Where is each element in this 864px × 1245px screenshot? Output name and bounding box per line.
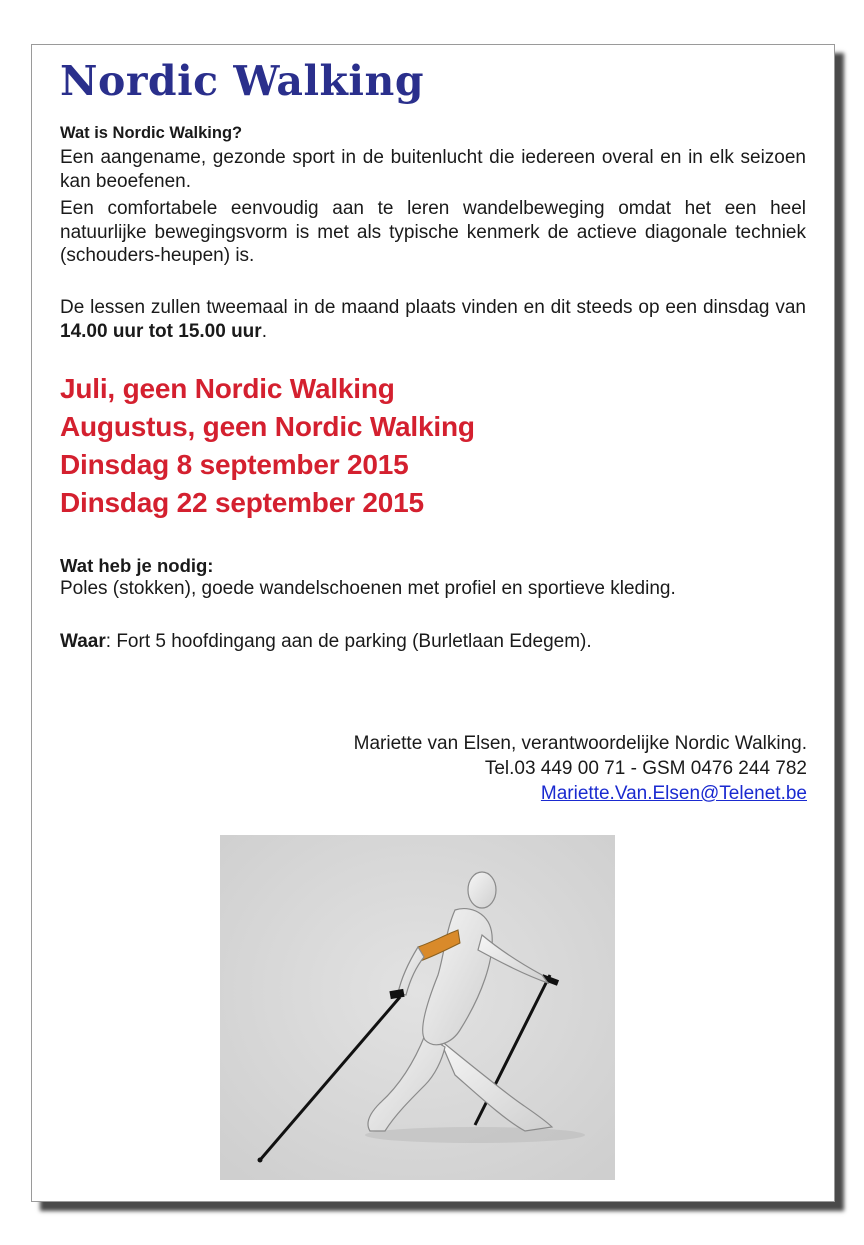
contact-phone: Tel.03 449 00 71 - GSM 0476 244 782: [484, 758, 807, 779]
nordic-walker-illustration: [220, 835, 615, 1180]
date-item: Dinsdag 22 september 2015: [60, 487, 424, 518]
schedule-text: De lessen zullen tweemaal in de maand plaats vinden en dit steeds op een dinsdag van: [60, 297, 806, 318]
schedule-time: 14.00 uur tot 15.00 uur: [60, 320, 262, 342]
date-item: Augustus, geen Nordic Walking: [60, 411, 475, 442]
contact-email-link[interactable]: Mariette.Van.Elsen@Telenet.be: [540, 783, 807, 804]
flyer-page: [31, 44, 835, 1202]
contact-block: [354, 731, 807, 806]
dates-list: [60, 370, 475, 522]
location-text: : Fort 5 hoofdingang aan de parking (Burletlaan Edegem).: [105, 631, 592, 652]
needs-heading: Wat heb je nodig:: [60, 555, 214, 576]
date-item: Juli, geen Nordic Walking: [60, 373, 395, 404]
date-item: Dinsdag 8 september 2015: [60, 449, 409, 480]
intro-paragraph-1: Een aangename, gezonde sport in de buitenlucht die iedereen overal en in elk seizoen kan beoefenen.: [60, 147, 806, 192]
location-line: [60, 630, 806, 654]
needs-text: Poles (stokken), goede wandelschoenen met profiel en sportieve kleding.: [60, 578, 676, 599]
schedule-period: .: [261, 320, 267, 342]
nordic-walker-icon: [220, 835, 615, 1180]
intro-heading: Wat is Nordic Walking?: [60, 124, 243, 142]
schedule-paragraph: [60, 296, 806, 343]
location-label: Waar: [60, 631, 106, 652]
intro-paragraph-2: Een comfortabele eenvoudig aan te leren wandelbeweging omdat het een heel natuurlijke bewegingsvorm is met als typische kenmerk de actieve diagonale techniek (schouders-heupen) is.: [60, 198, 806, 266]
contact-name: Mariette van Elsen, verantwoordelijke Nordic Walking.: [353, 733, 807, 754]
page-title: Nordic Walking: [60, 57, 424, 105]
